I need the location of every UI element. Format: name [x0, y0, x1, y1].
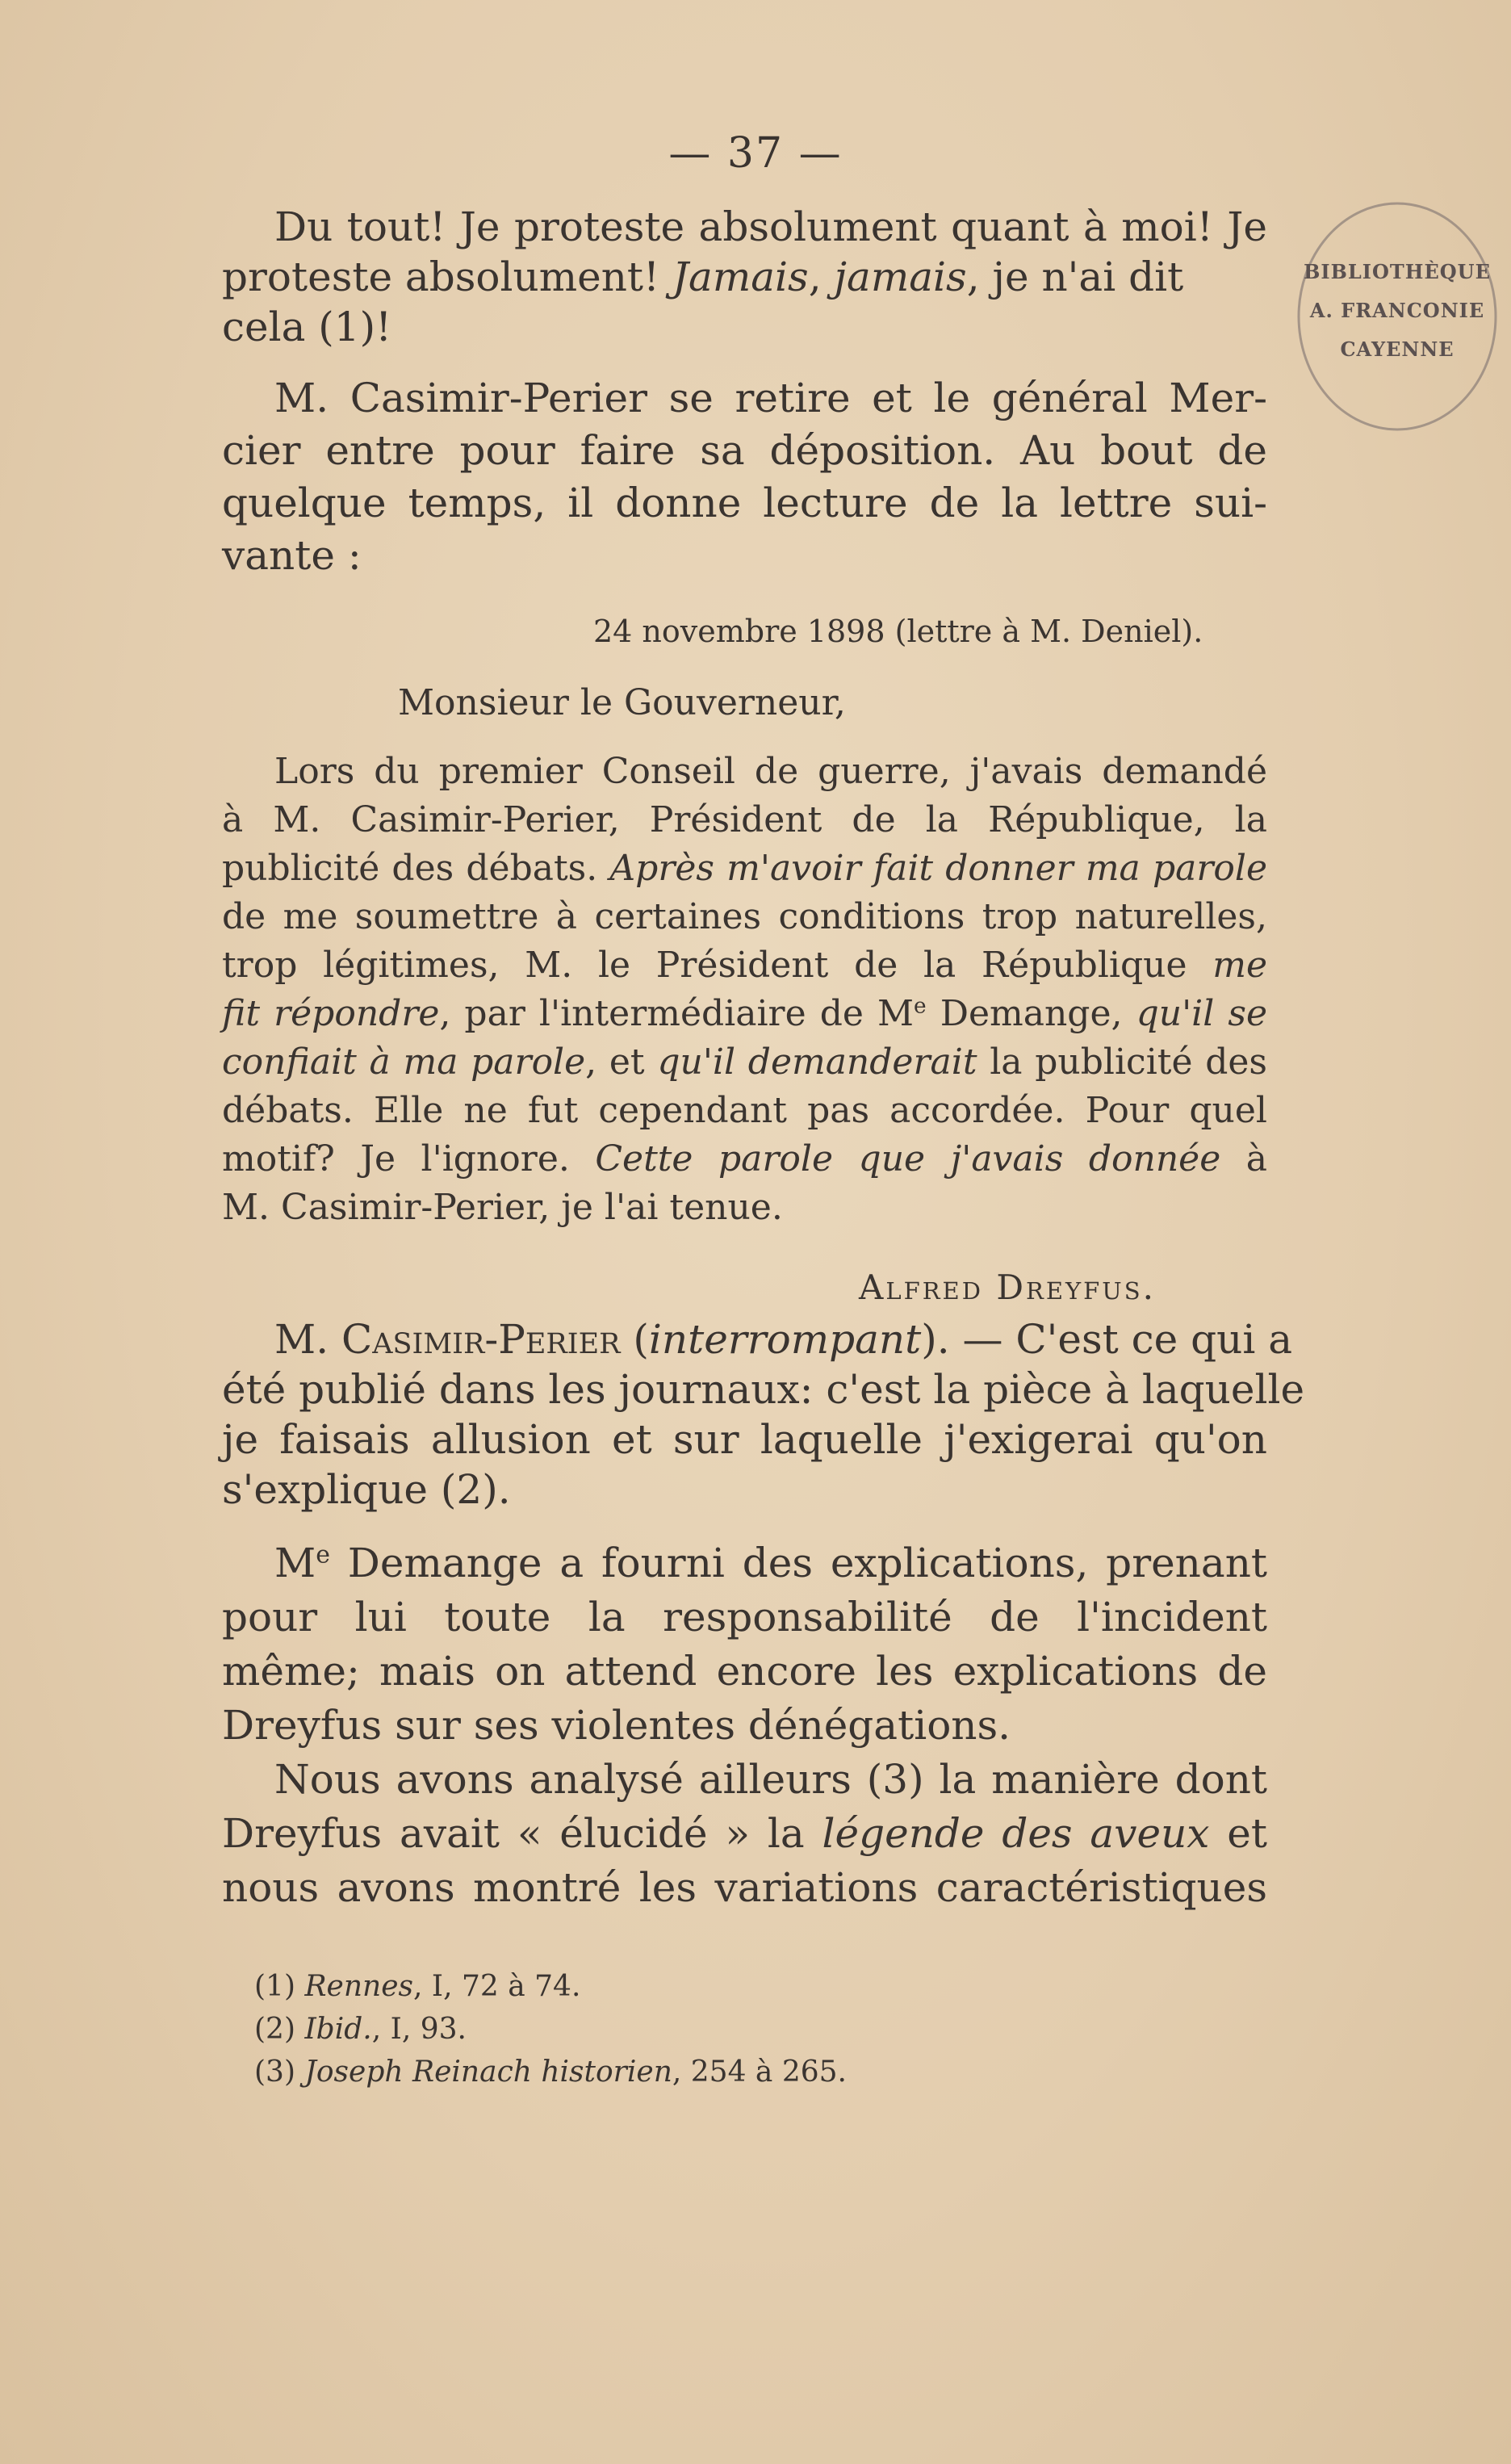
footnote-2: (2) Ibid., I, 93.	[254, 2013, 467, 2046]
text-line: nous avons montré les variations caractéristiques	[222, 1864, 1267, 1911]
footnote-3: (3) Joseph Reinach historien, 254 à 265.	[254, 2055, 847, 2089]
text-line: M. Casimir-Perier, je l'ai tenue.	[222, 1187, 783, 1228]
text-line: même; mais on attend encore les explications de	[222, 1648, 1267, 1695]
text-line: Me Demange a fourni des explications, prenant	[274, 1540, 1267, 1586]
text-line: cier entre pour faire sa déposition. Au bout de	[222, 427, 1267, 474]
text-line: s'explique (2).	[222, 1466, 511, 1513]
text-line: trop légitimes, M. le Président de la République me	[222, 945, 1267, 986]
text-line: Dreyfus avait « élucidé » la légende des aveux et	[222, 1810, 1267, 1857]
stamp-line-1: BIBLIOTHÈQUE	[1304, 260, 1491, 283]
letter-salutation: Monsieur le Gouverneur,	[398, 682, 846, 723]
letter-date: 24 novembre 1898 (lettre à M. Deniel).	[593, 614, 1203, 649]
text-line: fit répondre, par l'intermédiaire de Me Demange, qu'il se	[222, 993, 1267, 1034]
page-number: — 37 —	[668, 129, 843, 178]
text-line: motif? Je l'ignore. Cette parole que j'avais donnée à	[222, 1138, 1267, 1180]
text-line: vante :	[222, 532, 362, 579]
text-line: confiait à ma parole, et qu'il demanderait la publicité des	[222, 1041, 1267, 1083]
text-line: M. Casimir-Perier (interrompant). — C'est ce qui a	[274, 1316, 1293, 1363]
text-line: débats. Elle ne fut cependant pas accordée. Pour quel	[222, 1090, 1267, 1131]
text-line: pour lui toute la responsabilité de l'incident	[222, 1594, 1267, 1641]
text-line: à M. Casimir-Perier, Président de la République, la	[222, 799, 1267, 840]
text-line: Lors du premier Conseil de guerre, j'avais demandé	[274, 751, 1267, 792]
text-line: Nous avons analysé ailleurs (3) la manière dont	[274, 1756, 1267, 1803]
text-line: cela (1)!	[222, 304, 392, 350]
text-line: je faisais allusion et sur laquelle j'exigerai qu'on	[222, 1416, 1267, 1463]
text-line: été publié dans les journaux: c'est la pièce à laquelle	[222, 1366, 1305, 1413]
text-line: M. Casimir-Perier se retire et le général Mer-	[274, 375, 1267, 421]
footnote-1: (1) Rennes, I, 72 à 74.	[254, 1970, 581, 2003]
library-stamp	[1291, 187, 1503, 446]
stamp-line-3: CAYENNE	[1340, 337, 1454, 361]
stamp-line-2: A. FRANCONIE	[1309, 299, 1485, 322]
text-line: de me soumettre à certaines conditions trop naturelles,	[222, 896, 1267, 937]
text-line: proteste absolument! Jamais, jamais, je n'ai dit	[222, 254, 1184, 300]
text-line: quelque temps, il donne lecture de la lettre sui-	[222, 480, 1267, 526]
text-line: Du tout! Je proteste absolument quant à moi! Je	[274, 203, 1267, 250]
letter-signature: Alfred Dreyfus.	[859, 1268, 1156, 1307]
text-line: publicité des débats. Après m'avoir fait donner ma parole	[222, 848, 1267, 889]
text-line: Dreyfus sur ses violentes dénégations.	[222, 1702, 1011, 1749]
